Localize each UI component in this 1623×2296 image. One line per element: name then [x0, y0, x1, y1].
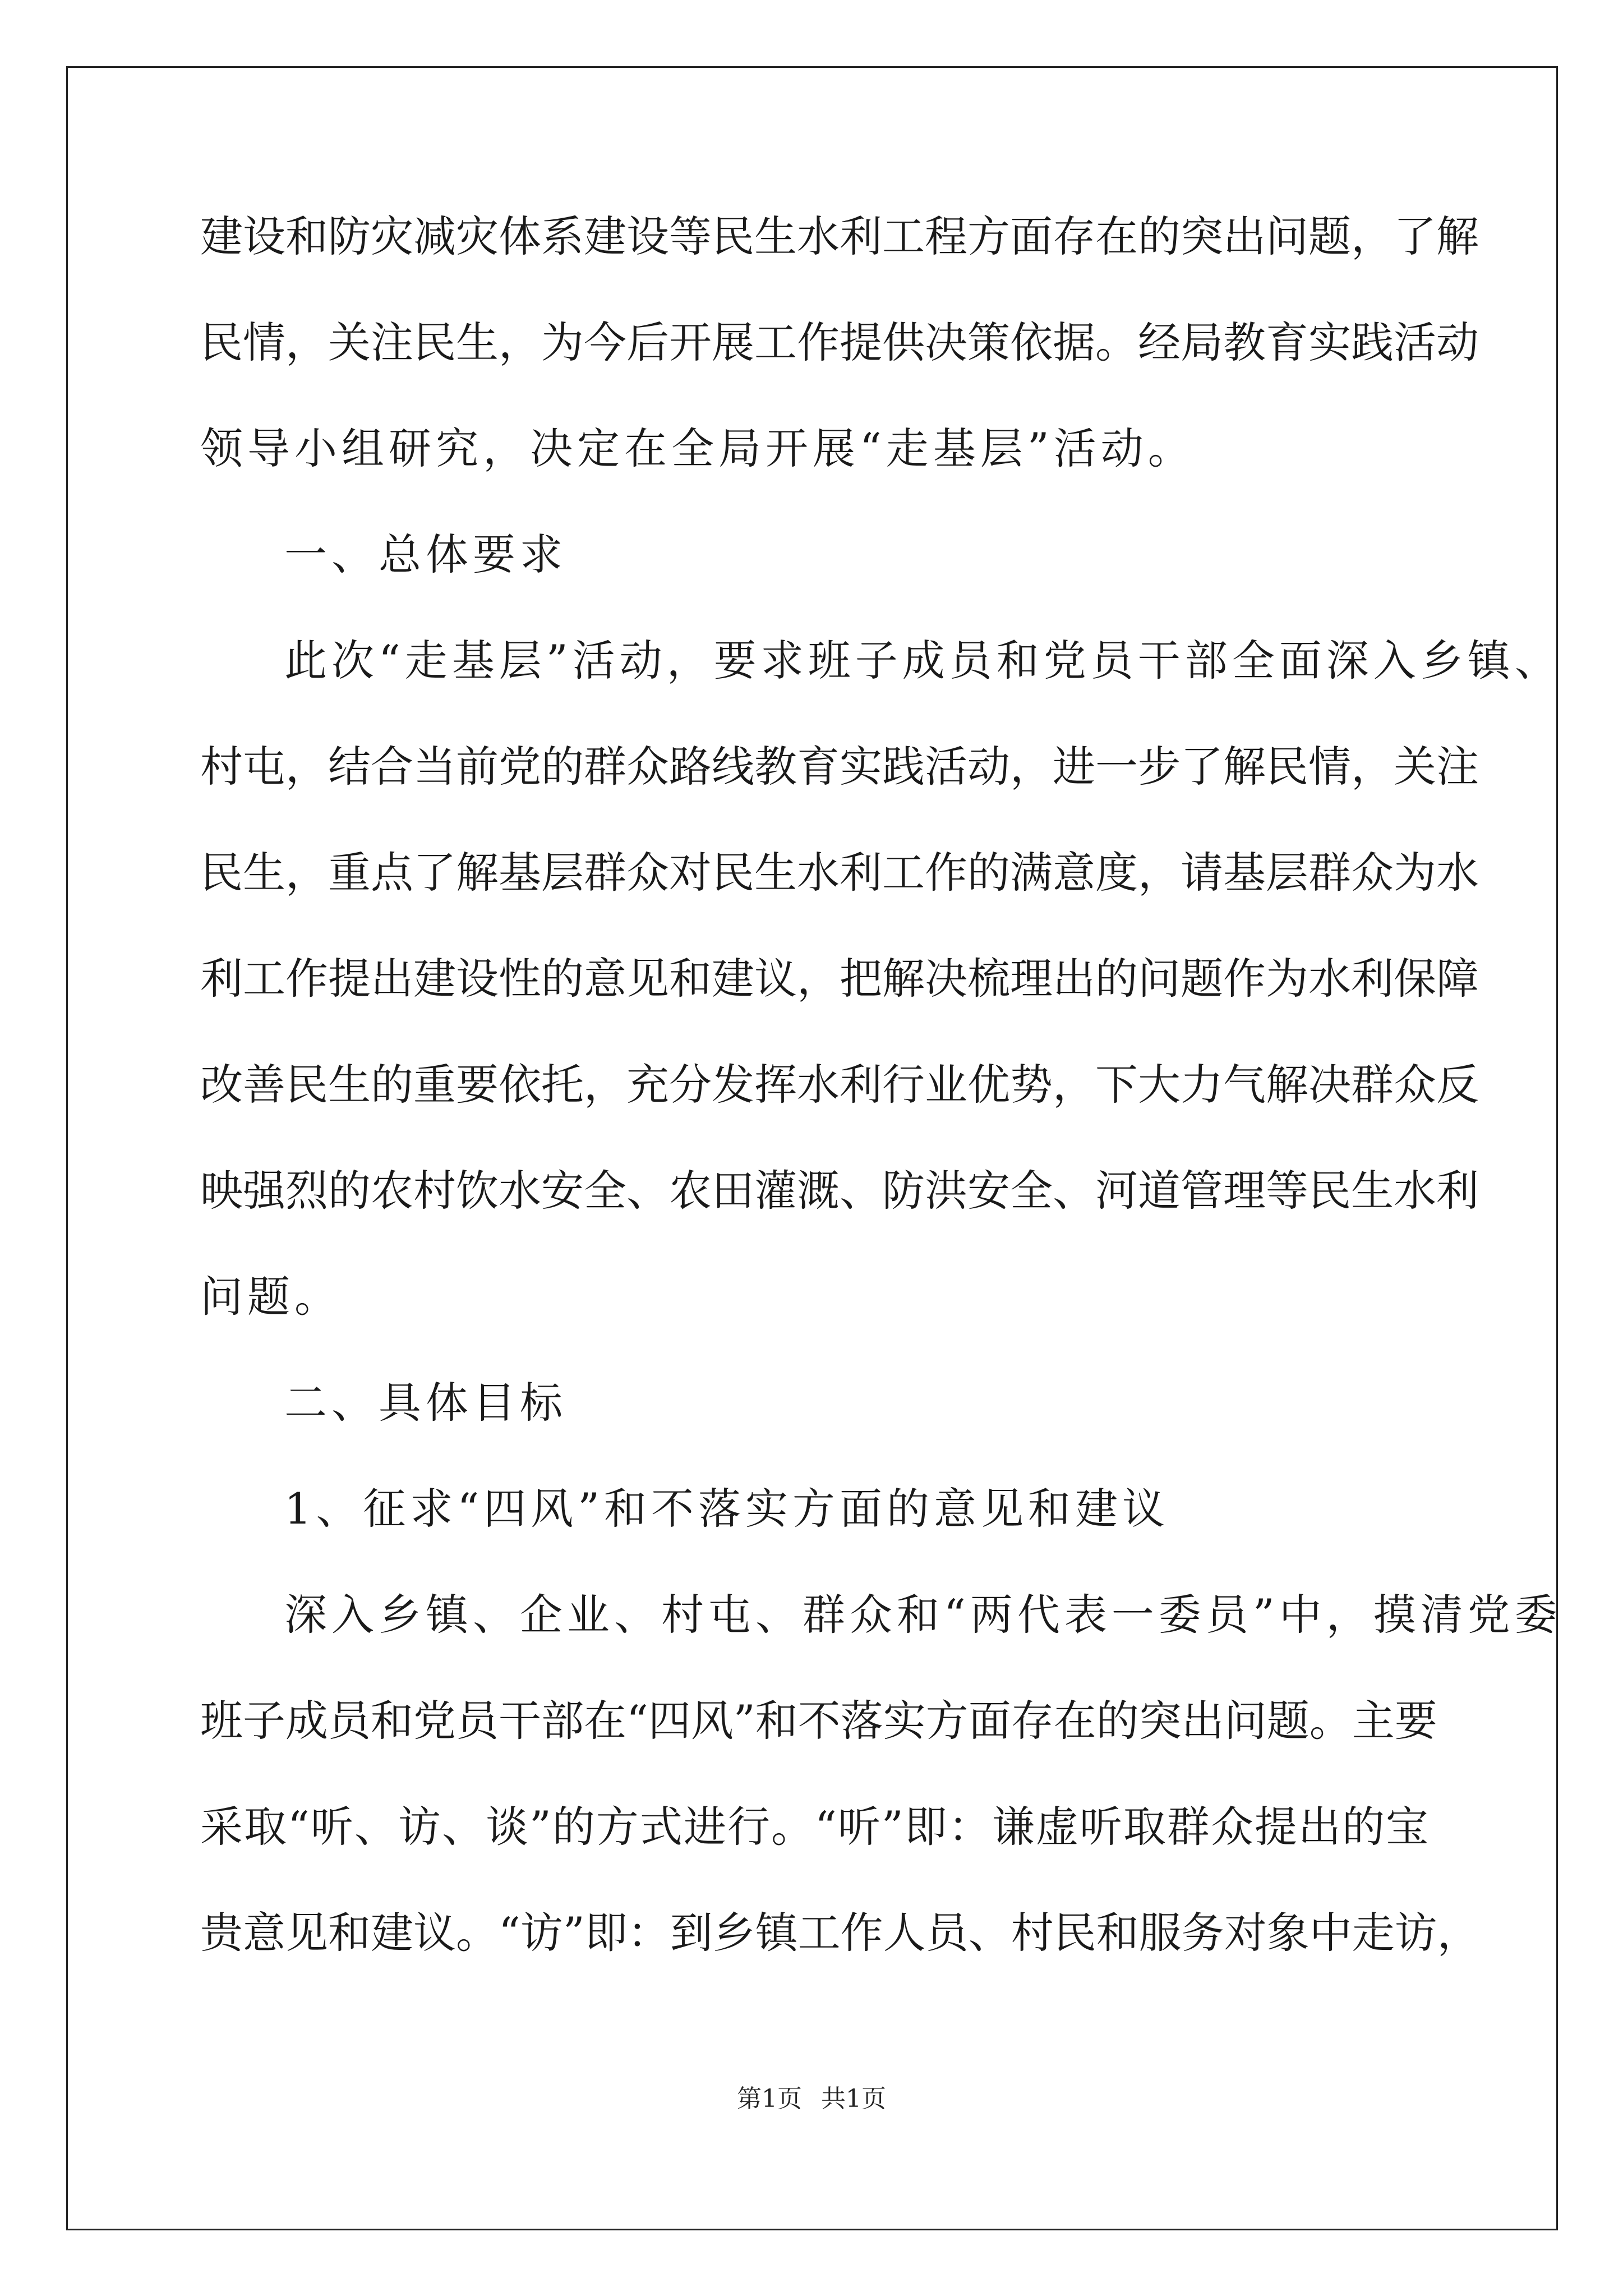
text-line: 1、征求“四风”和不落实方面的意见和建议: [284, 1484, 1170, 1534]
page-number: 第1页: [737, 2085, 802, 2113]
text-line: 领导小组研究，决定在全局开展“走基层”活动。: [200, 424, 1195, 473]
text-line: 问题。: [200, 1272, 342, 1322]
text-line: 二、具体目标: [284, 1378, 567, 1428]
text-line: 民情，关注民生，为今后开展工作提供决策依据。经局教育实践活动: [200, 318, 1479, 367]
text-line: 深入乡镇、企业、村屯、群众和“两代表一委员”中，摸清党委: [284, 1590, 1562, 1640]
text-line: 映强烈的农村饮水安全、农田灌溉、防洪安全、河道管理等民生水利: [200, 1166, 1479, 1216]
text-line: 班子成员和党员干部在“四风”和不落实方面存在的突出问题。主要: [200, 1696, 1437, 1746]
text-line: 改善民生的重要依托，充分发挥水利行业优势，下大力气解决群众反: [200, 1060, 1479, 1110]
text-line: 一、总体要求: [284, 530, 567, 579]
text-line: 村屯，结合当前党的群众路线教育实践活动，进一步了解民情，关注: [200, 742, 1479, 792]
text-line: 采取“听、访、谈”的方式进行。“听”即：谦虚听取群众提出的宝: [200, 1802, 1428, 1852]
text-line: 利工作提出建设性的意见和建议，把解决梳理出的问题作为水利保障: [200, 954, 1479, 1004]
text-line: 建设和防灾减灾体系建设等民生水利工程方面存在的突出问题，了解: [200, 211, 1479, 261]
page-footer: [0, 2082, 1623, 2116]
text-line: 此次“走基层”活动，要求班子成员和党员干部全面深入乡镇、: [284, 636, 1562, 685]
page-total: 共1页: [821, 2085, 886, 2113]
text-line: 贵意见和建议。“访”即：到乡镇工作人员、村民和服务对象中走访，: [200, 1908, 1480, 1958]
text-line: 民生，重点了解基层群众对民生水利工作的满意度，请基层群众为水: [200, 848, 1479, 898]
